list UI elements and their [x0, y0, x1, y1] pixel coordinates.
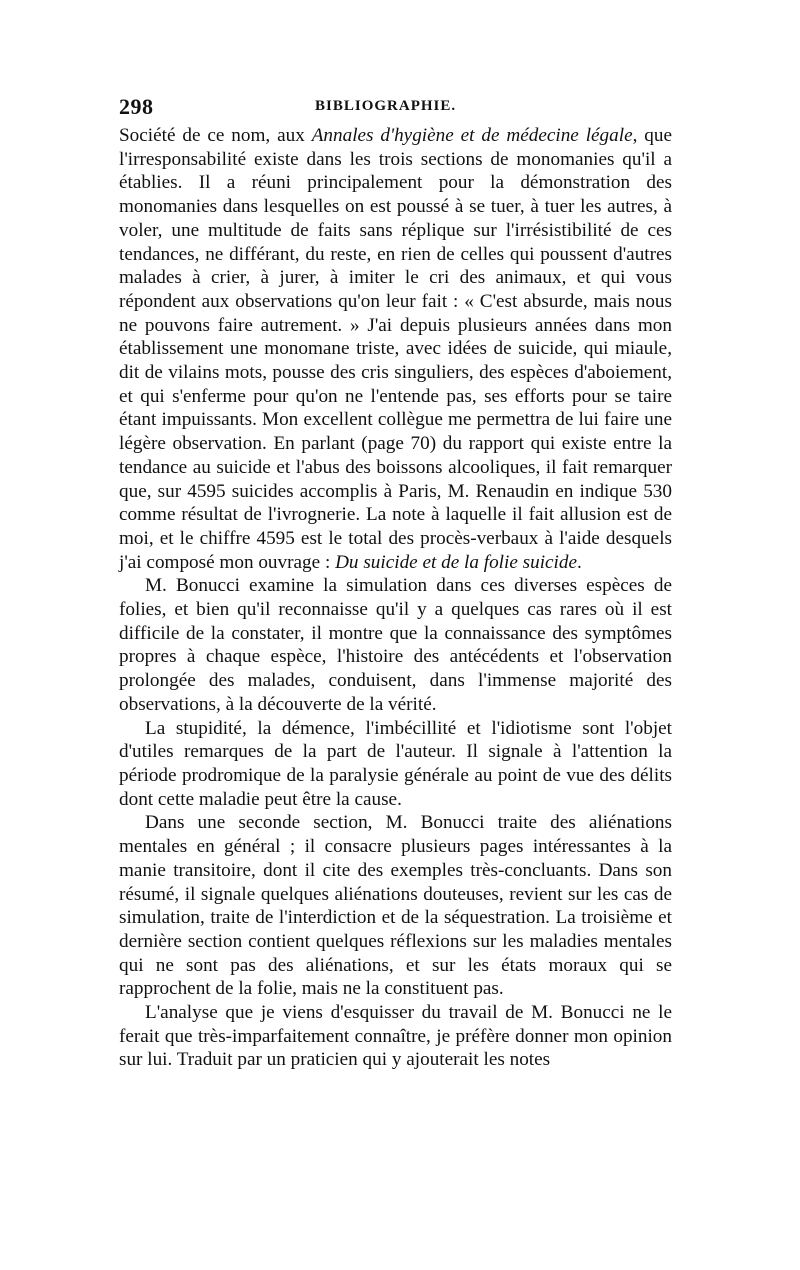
paragraph-4: Dans une seconde section, M. Bonucci traite des aliénations mentales en général ; il consacre plusieurs pages intéressantes à la manie transitoire, dont il cite des exemples très-concluants. Dans son résumé, il signale quelques aliénations douteuses, revient sur les cas de simulation, traite de l'interdiction et de la séquestration. La troisième et dernière section contient quelques réflexions sur les maladies mentales qui ne sont pas des aliénations, et sur les états moraux qui se rapprochent de la folie, mais ne la constituent pas. [119, 812, 672, 1000]
body-text [119, 124, 672, 1072]
paragraph-1-text-c: , que l'irresponsabilité existe dans les trois sections de monomanies qu'il a établies. Il a réuni principalement pour la démonstration des monomanies dans lesquelles on est poussé à se tuer, à tuer les autres, à voler, une multitude de faits sans réplique sur l'irrésistibilité de ces tendances, ne différant, du reste, en rien de celles qui poussent d'autres malades à crier, à jurer, à imiter le cri des animaux, et qui vous répondent aux observations qu'on leur fait : « C'est absurde, mais nous ne pouvons faire autrement. » J'ai depuis plusieurs années dans mon établissement une monomane triste, avec idées de suicide, qui miaule, dit de vilains mots, pousse des cris singuliers, des espèces d'aboiement, et qui s'enferme pour qu'on ne l'entende pas, ses efforts pour se taire étant impuissants. Mon excellent collègue me permettra de lui faire une légère observation. En parlant (page 70) du rapport qui existe entre la tendance au suicide et l'abus des boissons alcooliques, il fait remarquer que, sur 4595 suicides accomplis à Paris, M. Renaudin en indique 530 comme résultat de l'ivrognerie. La note à laquelle il fait allusion est de moi, et le chiffre 4595 est le total des procès-verbaux à l'aide desquels j'ai composé mon ouvrage : [119, 125, 672, 573]
paragraph-5: L'analyse que je viens d'esquisser du travail de M. Bonucci ne le ferait que très-imparfaitement connaître, je préfère donner mon opinion sur lui. Traduit par un praticien qui y ajouterait les notes [119, 1002, 672, 1071]
paragraph-1 [119, 124, 672, 574]
running-head: BIBLIOGRAPHIE. [315, 98, 457, 114]
journal-title: Annales d'hygiène et de médecine légale [311, 125, 633, 146]
page-number: 298 [119, 94, 154, 119]
book-title: Du suicide et de la folie suicide [335, 551, 577, 573]
page-header [119, 94, 672, 120]
paragraph-2: M. Bonucci examine la simulation dans ces diverses espèces de folies, et bien qu'il reconnaisse qu'il y a quelques cas rares où il est difficile de la constater, il montre que la connaissance des symptômes propres à chaque espèce, l'histoire des antécédents et l'observation prolongée des malades, conduisent, dans l'immense majorité des observations, à la découverte de la vérité. [119, 575, 672, 715]
paragraph-1-text-e: . [577, 551, 582, 573]
paragraph-1-text-a: Société de ce nom, aux [119, 125, 312, 146]
paragraph-3: La stupidité, la démence, l'imbécillité et l'idiotisme sont l'objet d'utiles remarques de la part de l'auteur. Il signale à l'attention la période prodromique de la paralysie générale au point de vue des délits dont cette maladie peut être la cause. [119, 717, 672, 810]
